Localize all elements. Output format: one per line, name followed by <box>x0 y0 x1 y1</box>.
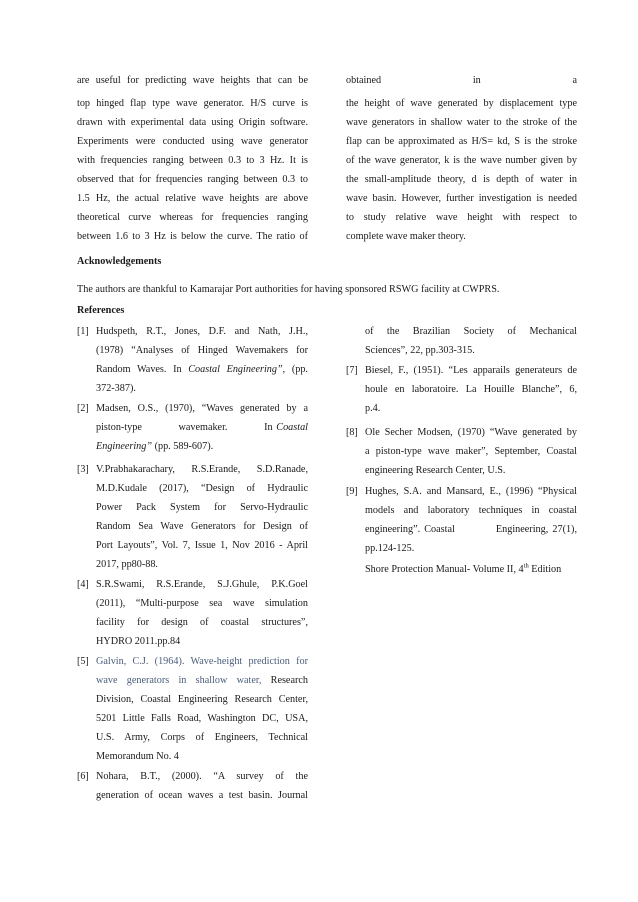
reference-number: [3] <box>77 464 89 475</box>
text-line <box>96 671 308 690</box>
text-line: U.S. Army, Corps of Engineers, Technical <box>96 732 308 743</box>
text-line: Port Layouts”, Vol. 7, Issue 1, Nov 2016 - April <box>96 540 308 551</box>
text-line: engineering”. Coastal Engineering, 27(1), <box>365 524 577 535</box>
text-line: p.4. <box>365 403 381 414</box>
text-line: the height of wave generated by displacement type <box>346 98 577 109</box>
acknowledgements-heading: Acknowledgements <box>77 256 162 267</box>
journal-title: Engineering” <box>96 441 153 452</box>
text-line <box>346 71 577 90</box>
text-line: 372-387). <box>96 383 136 394</box>
text-line: Sciences”, 22, pp.303-315. <box>365 345 475 356</box>
text-line: S.R.Swami, R.S.Erande, S.J.Ghule, P.K.Goel <box>96 579 308 590</box>
text-line: are useful for predicting wave heights that can be <box>77 75 308 86</box>
text-line: V.Prabhakarachary, R.S.Erande, S.D.Ranade, <box>96 464 308 475</box>
reference-number: [2] <box>77 403 89 414</box>
text-segment: Edition <box>528 564 562 575</box>
references-heading: References <box>77 305 125 316</box>
text-line: (1978) “Analyses of Hinged Wavemakers for <box>96 345 308 356</box>
body-text-right <box>346 71 577 246</box>
text-segment: piston-type wavemaker. In <box>96 422 277 433</box>
reference-number: [5] <box>77 656 89 667</box>
text-line: engineering Research Center, U.S. <box>365 465 506 476</box>
text-line: Random Sea Wave Generators for Design of <box>96 521 308 532</box>
text-segment: Random Waves. In <box>96 364 189 375</box>
word: in <box>472 75 481 86</box>
text-line: models and laboratory techniques in coastal <box>365 505 577 516</box>
text-line: Galvin, C.J. (1964). Wave-height prediction for <box>96 656 308 667</box>
text-line: Memorandum No. 4 <box>96 751 179 762</box>
word: a <box>572 75 577 86</box>
text-line: 5201 Little Falls Road, Washington DC, USA, <box>96 713 308 724</box>
text-line: M.D.Kudale (2017), “Design of Hydraulic <box>96 483 308 494</box>
text-line: of the wave generator, k is the wave number given by <box>346 155 577 166</box>
reference-number: [6] <box>77 771 89 782</box>
text-line: top hinged flap type wave generator. H/S curve is <box>77 98 308 109</box>
text-segment: Research <box>261 675 308 686</box>
text-line: between 1.6 to 3 Hz is below the curve. The ratio of <box>77 231 308 242</box>
text-line: 1.5 Hz, the actual relative wave heights are above <box>77 193 308 204</box>
text-line: wave generators in shallow water to the stroke of the <box>346 117 577 128</box>
linked-title: wave generators in shallow water, <box>96 675 262 686</box>
reference-number: [9] <box>346 486 358 497</box>
text-line <box>96 360 308 379</box>
text-segment: , (pp. <box>282 364 308 375</box>
text-line: Nohara, B.T., (2000). “A survey of the <box>96 771 308 782</box>
text-line <box>96 437 308 456</box>
text-line: with frequencies ranging between 0.3 to 3 Hz. It is <box>77 155 308 166</box>
text-line: the small-amplitude theory, d is depth of water in <box>346 174 577 185</box>
text-line: 2017, pp80-88. <box>96 559 158 570</box>
acknowledgements-text: The authors are thankful to Kamarajar Port authorities for having sponsored RSWG facility at CWPRS. <box>77 284 500 295</box>
text-line: of the Brazilian Society of Mechanical <box>365 326 577 337</box>
text-line: wave basin. However, further investigation is needed <box>346 193 577 204</box>
journal-title: Coastal Engineering” <box>188 364 283 375</box>
text-line: Hughes, S.A. and Mansard, E., (1996) “Physical <box>365 486 577 497</box>
text-line: to study relative wave height with respect to <box>346 212 577 223</box>
reference-number: [8] <box>346 427 358 438</box>
text-line: (2011), “Multi-purpose sea wave simulation <box>96 598 308 609</box>
text-line: observed that for frequencies ranging between 0.3 to <box>77 174 308 185</box>
reference-number: [1] <box>77 326 89 337</box>
text-line: Division, Coastal Engineering Research Center, <box>96 694 308 705</box>
text-line: generation of ocean waves a test basin. Journal <box>96 790 308 801</box>
word: obtained <box>346 75 382 86</box>
text-line: complete wave maker theory. <box>346 231 466 242</box>
text-line: Hudspeth, R.T., Jones, D.F. and Nath, J.H., <box>96 326 308 337</box>
text-line <box>96 418 308 437</box>
reference-number: [7] <box>346 365 358 376</box>
text-line: a piston-type wave maker”, September, Coastal <box>365 446 577 457</box>
text-line: Biesel, F., (1951). “Les apparails generateurs de <box>365 365 577 376</box>
text-segment: (pp. 589-607). <box>152 441 214 452</box>
text-line: Experiments were conducted using wave generator <box>77 136 308 147</box>
text-line: drawn with experimental data using Origin software. <box>77 117 308 128</box>
text-segment: Shore Protection Manual- Volume II, 4 <box>365 564 524 575</box>
text-line: HYDRO 2011.pp.84 <box>96 636 181 647</box>
text-line: Ole Secher Modsen, (1970) “Wave generated by <box>365 427 577 438</box>
text-line: pp.124-125. <box>365 543 415 554</box>
superscript: th <box>523 562 529 570</box>
journal-title: Coastal <box>276 422 308 433</box>
text-line: Power Pack System for Servo-Hydraulic <box>96 502 308 513</box>
text-line: facility for design of coastal structures”, <box>96 617 308 628</box>
text-line: houle en laboratoire. La Houille Blanche”, 6, <box>365 384 577 395</box>
text-line: Madsen, O.S., (1970), “Waves generated by a <box>96 403 308 414</box>
body-text-left <box>77 71 308 246</box>
text-line: flap can be approximated as H/S= kd, S is the stroke <box>346 136 577 147</box>
reference-number: [4] <box>77 579 89 590</box>
text-line: theoretical curve whereas for frequencies ranging <box>77 212 308 223</box>
